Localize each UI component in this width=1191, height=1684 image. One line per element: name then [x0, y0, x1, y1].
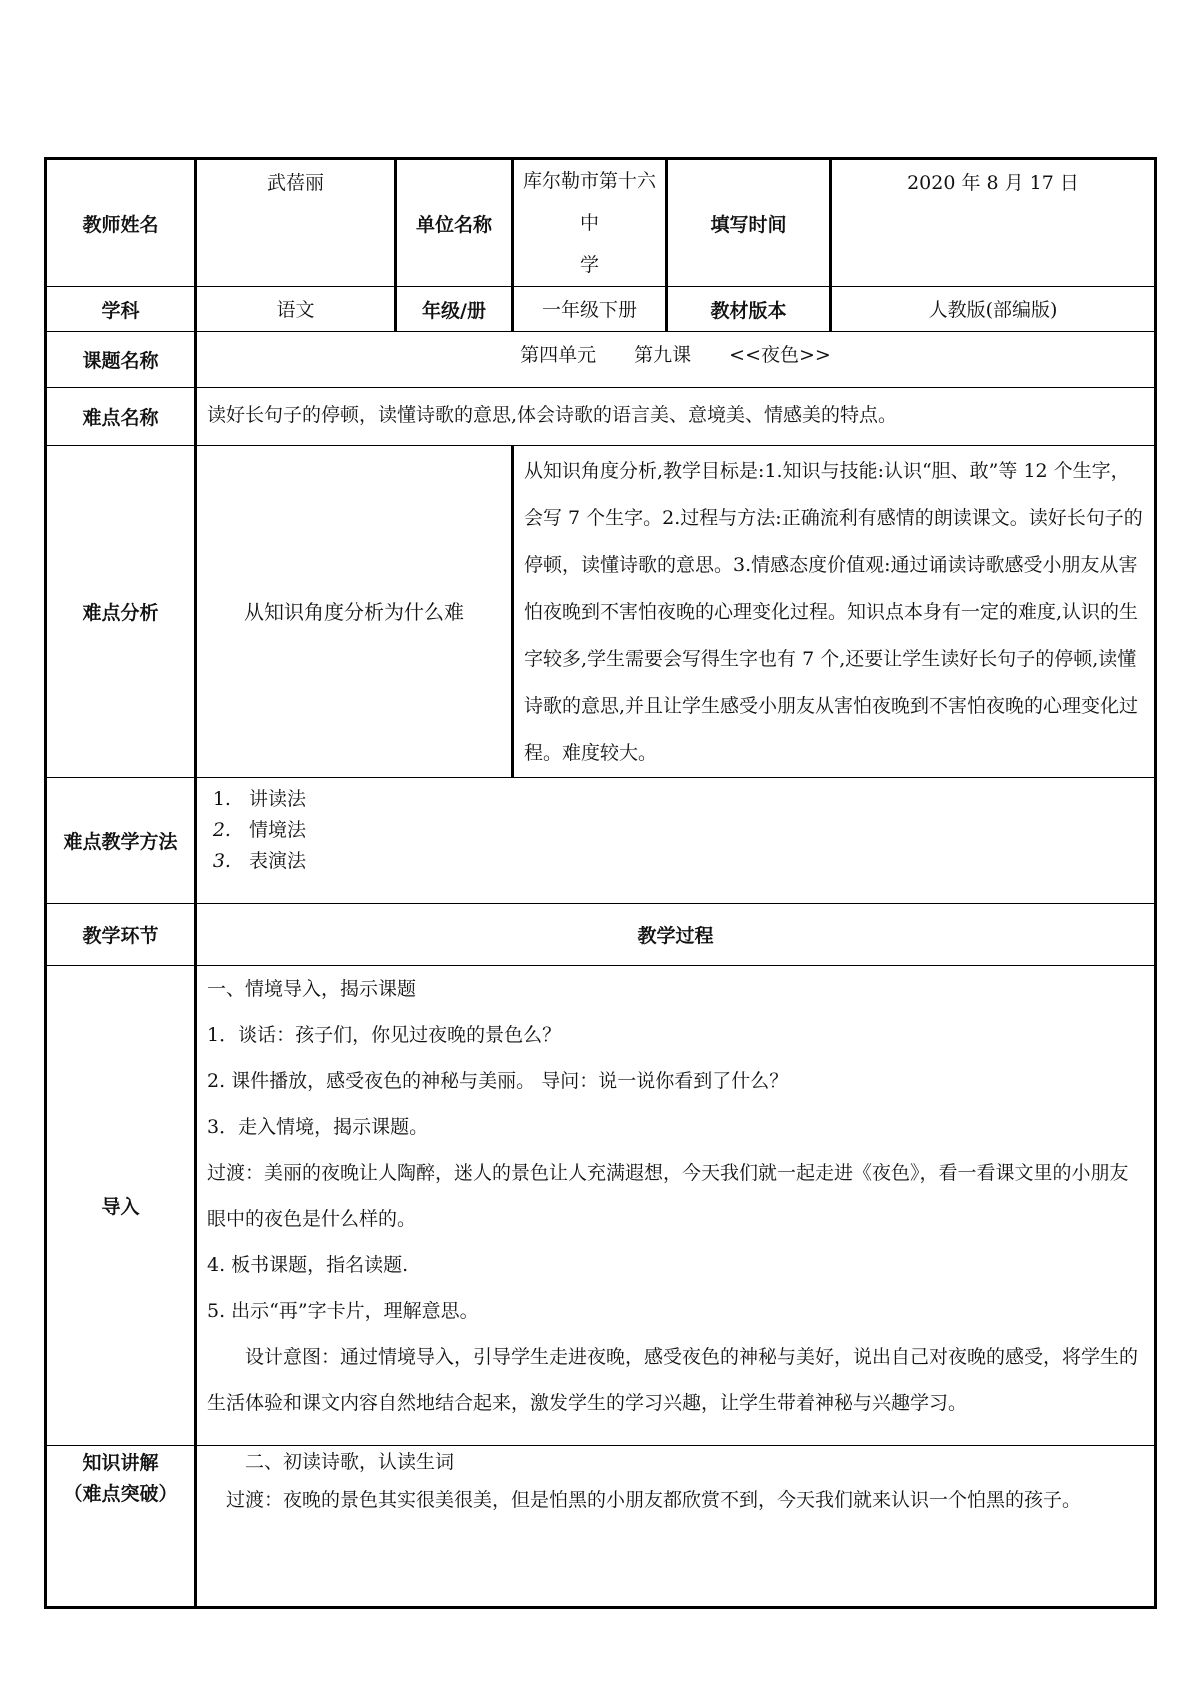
lesson-plan-sheet: [44, 157, 1154, 1609]
unit-value: [513, 159, 667, 287]
difficulty-analysis-label: 难点分析: [46, 446, 196, 778]
methods-label: 难点教学方法: [46, 778, 196, 904]
intro-line: 一、情境导入，揭示课题: [207, 978, 417, 1000]
knowledge-line: 过渡：夜晚的景色其实很美很美，但是怕黑的小朋友都欣赏不到，今天我们就来认识一个怕黑的孩子。: [226, 1489, 1082, 1511]
edition-value: 人教版(部编版): [831, 287, 1156, 332]
knowledge-label: [46, 1446, 196, 1608]
process-label: 教学过程: [196, 904, 1156, 966]
unit-value-line2: 学: [579, 254, 599, 276]
subject-label: 学科: [46, 287, 196, 332]
row-process-header: [46, 904, 1156, 966]
intro-line: 2. 课件播放，感受夜色的神秘与美丽。 导问：说一说你看到了什么？: [207, 1070, 789, 1092]
row-header-2: [46, 287, 1156, 332]
intro-cell: [196, 966, 1156, 1446]
intro-line: 3．走入情境，揭示课题。: [207, 1116, 429, 1138]
difficulty-analysis-text: 从知识角度分析,教学目标是:1.知识与技能:认识“胆、敢”等 12 个生字，会写 7 个生字。2.过程与方法:正确流利有感情的朗读课文。读好长句子的停顿，读懂诗歌的意思。3.情感态度价值观:通过诵读诗歌感受小朋友从害怕夜晚到不害怕夜晚的心理变化过程。知识点本身有一定的难度,认识的生字较多,学生需要会写得生字也有 7 个,还要让学生读好长句子的停顿,读懂诗歌的意思,并且让学生感受小朋友从害怕夜晚到不害怕夜晚的心理变化过程。难度较大。: [524, 460, 1143, 764]
intro-body: [197, 966, 1154, 1426]
knowledge-cell: [196, 1446, 1156, 1608]
row-methods: [46, 778, 1156, 904]
lesson-plan-table: [44, 157, 1157, 1609]
knowledge-label-line1: 知识讲解: [82, 1452, 159, 1474]
grade-label: 年级/册: [396, 287, 513, 332]
intro-label: 导入: [46, 966, 196, 1446]
grade-value: 一年级下册: [513, 287, 667, 332]
subject-value: 语文: [196, 287, 396, 332]
knowledge-line: 二、初读诗歌，认读生词: [245, 1451, 455, 1473]
lesson-title-label: 课题名称: [46, 332, 196, 388]
row-header-1: [46, 159, 1156, 287]
unit-label: 单位名称: [396, 159, 513, 287]
difficulty-analysis-cell: [513, 446, 1156, 778]
fill-time-value: 2020 年 8 月 17 日: [831, 159, 1156, 287]
intro-line: 5. 出示“再”字卡片，理解意思。: [207, 1300, 479, 1322]
fill-time-label: 填写时间: [667, 159, 831, 287]
intro-line: 1．谈话：孩子们，你见过夜晚的景色么？: [207, 1024, 562, 1046]
row-difficulty-name: [46, 388, 1156, 446]
knowledge-label-line2: （难点突破）: [63, 1483, 178, 1505]
methods-cell: [196, 778, 1156, 904]
row-difficulty-analysis: [46, 446, 1156, 778]
row-knowledge: [46, 1446, 1156, 1608]
difficulty-name-label: 难点名称: [46, 388, 196, 446]
knowledge-body: [197, 1446, 1154, 1522]
method-item: 2. 情境法: [237, 815, 1154, 846]
intro-line: 4. 板书课题，指名读题.: [207, 1254, 409, 1276]
intro-design-intent: 设计意图：通过情境导入，引导学生走进夜晚，感受夜色的神秘与美好，说出自己对夜晚的感受，将学生的生活体验和课文内容自然地结合起来，激发学生的学习兴趣，让学生带着神秘与兴趣学习。: [207, 1346, 1139, 1414]
lesson-title-value: 第四单元 第九课 <<夜色>>: [196, 332, 1156, 388]
unit-value-line1: 库尔勒市第十六中: [522, 170, 656, 234]
stage-label: 教学环节: [46, 904, 196, 966]
method-item: 3. 表演法: [237, 846, 1154, 877]
difficulty-analysis-sublabel: 从知识角度分析为什么难: [196, 446, 513, 778]
edition-label: 教材版本: [667, 287, 831, 332]
methods-list: [197, 784, 1154, 877]
intro-line: 过渡：美丽的夜晚让人陶醉，迷人的景色让人充满遐想，今天我们就一起走进《夜色》，看一看课文里的小朋友眼中的夜色是什么样的。: [207, 1162, 1129, 1230]
row-intro: [46, 966, 1156, 1446]
difficulty-name-value: 读好长句子的停顿，读懂诗歌的意思,体会诗歌的语言美、意境美、情感美的特点。: [196, 388, 1156, 446]
row-lesson-title: [46, 332, 1156, 388]
method-item: 1. 讲读法: [237, 784, 1154, 815]
teacher-name-value: 武蓓丽: [196, 159, 396, 287]
teacher-name-label: 教师姓名: [46, 159, 196, 287]
